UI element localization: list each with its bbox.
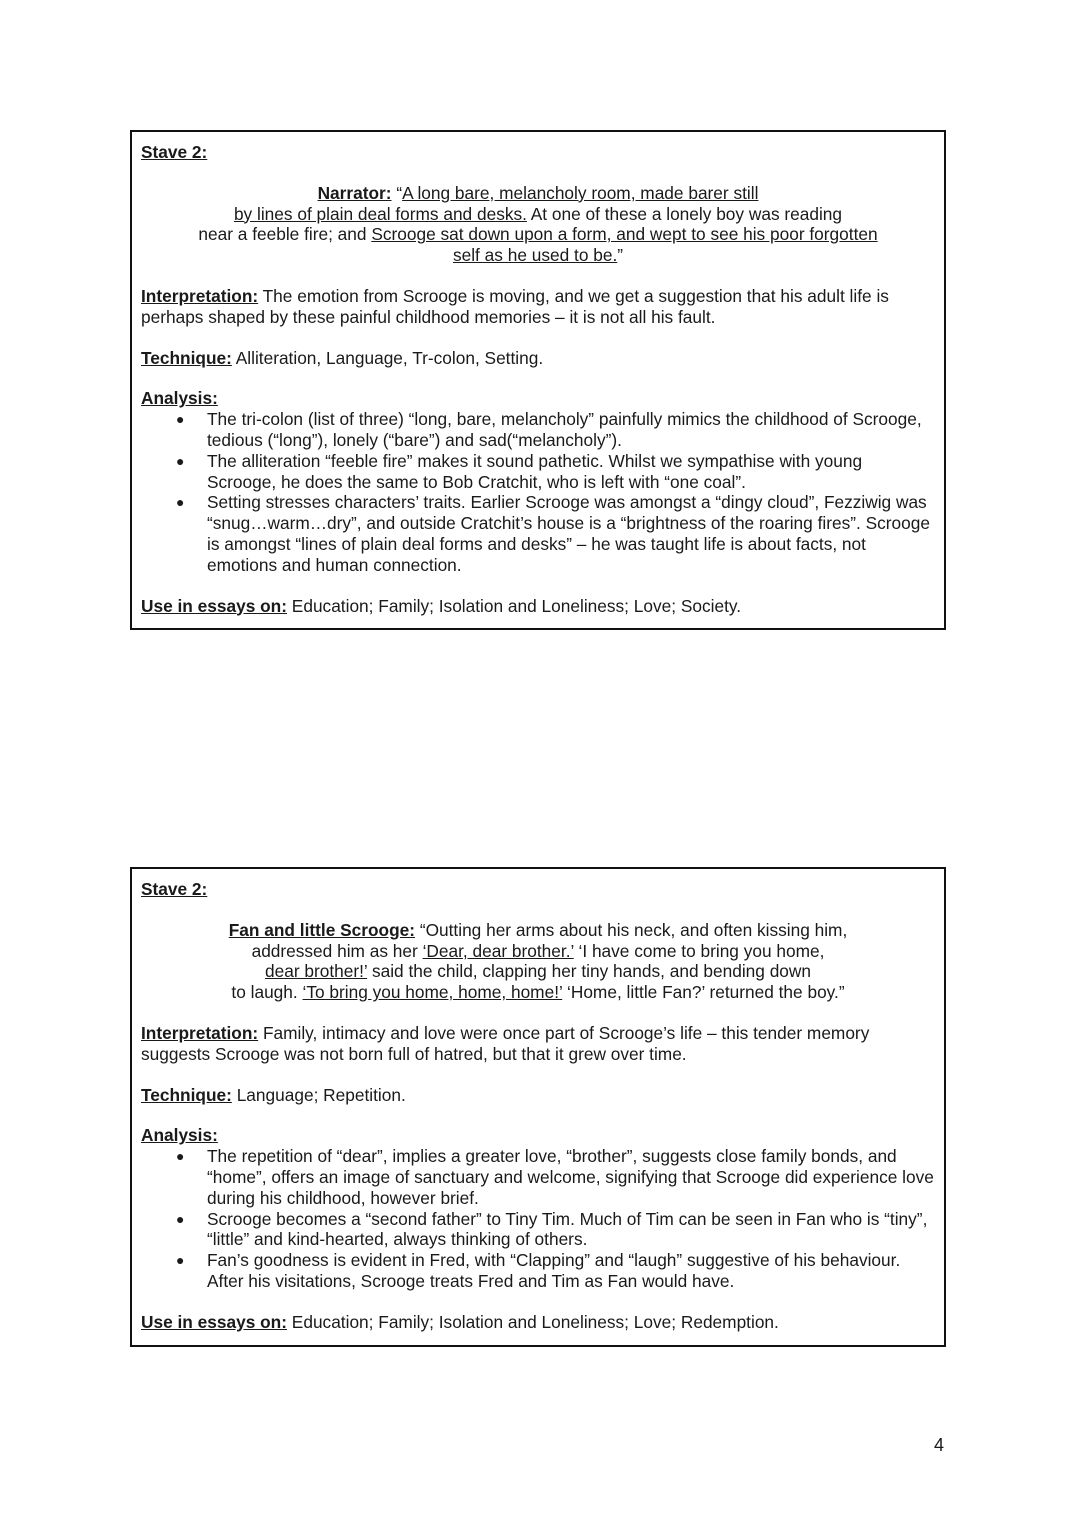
quote-text: ‘I have come to bring you home, [573,940,825,961]
bullet-text: Setting stresses characters’ traits. Earlier Scrooge was amongst a “dingy cloud”, Fezziwig was “snug…warm…dry”, and outside Cratchit’s house is a “brightness of the roaring fires”. Scrooge is amongst “lines of plain deal forms and desks” – he was taught life is about facts, not emotions and human connection. [207,492,930,575]
interpretation-label: Interpretation: [141,285,259,306]
use-in-essays [141,596,935,617]
bullet-icon: ● [176,1210,185,1227]
bullet-icon: ● [176,452,185,469]
quote-line [141,982,935,1003]
quote-text: “ [391,182,403,203]
bullet-icon: ● [176,411,185,428]
quote-underlined: A long bare, melancholy room, made barer still [402,182,759,203]
quote-underlined: ‘To bring you home, home, home!’ [302,982,563,1003]
quote-text: At one of these a lonely boy was reading [526,203,843,224]
stave-heading: Stave 2: [141,142,208,162]
quote-underlined: Scrooge sat down upon a form, and wept to see his poor forgotten [371,224,878,245]
quote-block [141,920,935,1003]
quote-underlined: dear brother!’ [264,961,368,982]
bullet-text: Scrooge becomes a “second father” to Tiny Tim. Much of Tim can be seen in Fan who is “tiny”, “little” and kind-hearted, always thinking of others. [207,1208,928,1250]
stave-heading: Stave 2: [141,879,208,899]
bullet-text: The repetition of “dear”, implies a greater love, “brother”, suggests close family bonds, and “home”, offers an image of sanctuary and welcome, signifying that Scrooge did experience love during his childhood, however brief. [207,1146,934,1208]
quote-speaker: Narrator: [317,182,392,203]
interpretation-text: The emotion from Scrooge is moving, and we get a suggestion that his adult life is perhaps shaped by these painful childhood memories – it is not all his fault. [141,285,889,327]
analysis-label: Analysis: [141,388,218,409]
analysis-bullet [141,492,935,575]
quote-speaker: Fan and little Scrooge: [228,919,416,940]
quote-text: addressed him as her [251,940,423,961]
quote-text: near a feeble fire; and [198,224,372,245]
interpretation [141,1023,935,1065]
quote-text: “Outting her arms about his neck, and often kissing him, [415,919,848,940]
quote-line [141,204,935,225]
analysis-bullet [141,1209,935,1251]
analysis-bullet [141,1250,935,1292]
technique [141,1085,935,1106]
bullet-text: The alliteration “feeble fire” makes it sound pathetic. Whilst we sympathise with young Scrooge, he does the same to Bob Cratchit, who is left with “one coal”. [207,450,863,492]
interpretation-text: Family, intimacy and love were once part of Scrooge’s life – this tender memory suggests Scrooge was not born full of hatred, but that it grew over time. [141,1022,870,1064]
analysis-list [141,1146,935,1292]
analysis-bullet [141,451,935,493]
bullet-text: The tri-colon (list of three) “long, bare, melancholy” painfully mimics the childhood of Scrooge, tedious (“long”), lonely (“bare”) and sad(“melancholy”). [207,409,922,450]
technique-label: Technique: [141,1084,232,1105]
technique-label: Technique: [141,347,232,368]
analysis-bullet [141,1146,935,1208]
analysis-bullet [141,409,935,451]
bullet-icon: ● [176,494,185,511]
interpretation-label: Interpretation: [141,1022,259,1043]
quote-underlined: by lines of plain deal forms and desks. [233,203,527,224]
quote-text: ‘Home, little Fan?’ returned the boy.” [562,982,845,1003]
page-number: 4 [934,1435,945,1455]
interpretation [141,286,935,328]
quote-line [141,183,935,204]
stave-card-fan [130,867,946,1347]
quote-underlined: self as he used to be. [452,245,618,266]
use-label: Use in essays on: [141,1311,287,1332]
use-text: Education; Family; Isolation and Loneliness; Love; Society. [287,595,742,616]
use-in-essays [141,1312,935,1333]
use-label: Use in essays on: [141,595,287,616]
quote-text: to laugh. [231,982,303,1003]
quote-line [141,224,935,245]
technique-text: Language; Repetition. [231,1084,406,1105]
quote-block [141,183,935,266]
analysis-list [141,409,935,575]
quote-text: said the child, clapping her tiny hands, and bending down [367,961,812,982]
bullet-icon: ● [176,1252,185,1269]
quote-line [141,920,935,941]
use-text: Education; Family; Isolation and Loneliness; Love; Redemption. [287,1311,779,1332]
bullet-icon: ● [176,1148,185,1165]
analysis-label: Analysis: [141,1125,218,1146]
quote-text: ” [617,245,624,266]
quote-underlined: ‘Dear, dear brother.’ [422,940,574,961]
quote-line [141,245,935,266]
technique [141,348,935,369]
quote-line [141,961,935,982]
quote-line [141,941,935,962]
bullet-text: Fan’s goodness is evident in Fred, with “Clapping” and “laugh” suggestive of his behaviour. After his visitations, Scrooge treats Fred and Tim as Fan would have. [207,1250,901,1291]
stave-card-narrator [130,130,946,630]
technique-text: Alliteration, Language, Tr-colon, Setting. [231,347,544,368]
